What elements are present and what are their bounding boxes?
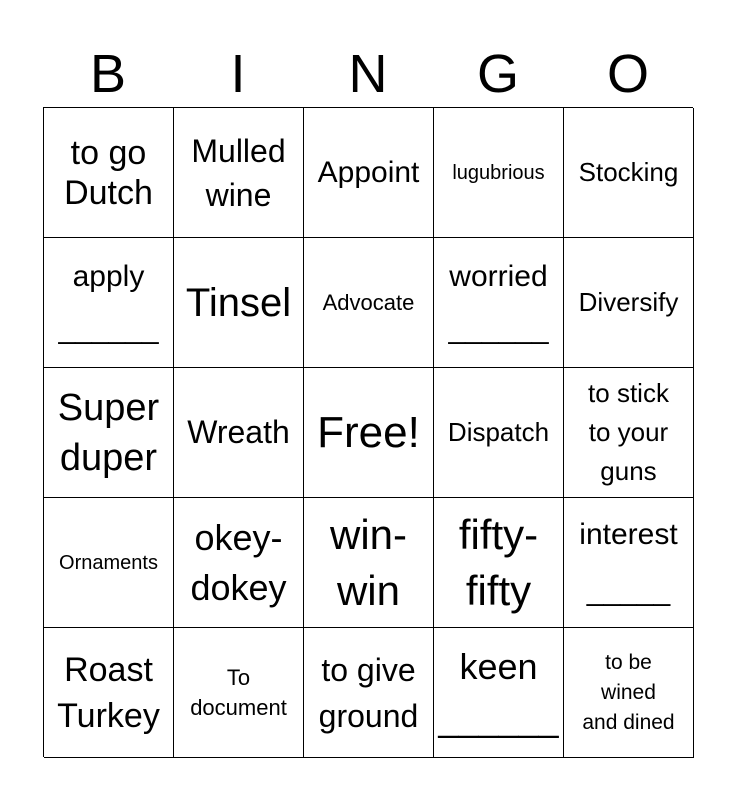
bingo-cell[interactable]	[434, 238, 564, 368]
cell-text: Diversify	[578, 287, 679, 317]
cell-text: to give ground	[318, 651, 419, 734]
cell-text: to stick to your guns	[588, 378, 669, 486]
bingo-board	[43, 107, 693, 757]
bingo-cell[interactable]	[304, 498, 434, 628]
bingo-cell[interactable]	[564, 108, 694, 238]
bingo-cell[interactable]	[434, 498, 564, 628]
free-space: Free!	[317, 407, 420, 457]
bingo-header	[43, 44, 693, 104]
cell-text: Super duper	[57, 386, 160, 479]
bingo-cell[interactable]	[434, 368, 564, 498]
bingo-cell[interactable]	[174, 628, 304, 758]
cell-text: Mulled wine	[191, 132, 286, 213]
bingo-cell[interactable]	[44, 238, 174, 368]
bingo-cell[interactable]	[174, 498, 304, 628]
bingo-cell[interactable]	[44, 498, 174, 628]
cell-text: Ornaments	[59, 551, 158, 574]
bingo-cell[interactable]	[174, 368, 304, 498]
bingo-cell[interactable]	[564, 498, 694, 628]
cell-text: win- win	[329, 510, 407, 614]
cell-text: Wreath	[187, 414, 290, 450]
cell-text: apply ______	[58, 259, 159, 345]
cell-text: lugubrious	[452, 161, 545, 184]
bingo-cell[interactable]	[44, 108, 174, 238]
cell-text: Dispatch	[447, 417, 550, 447]
bingo-cell[interactable]	[174, 238, 304, 368]
bingo-cell[interactable]	[174, 108, 304, 238]
bingo-cell[interactable]	[434, 628, 564, 758]
header-letter-i: I	[230, 44, 246, 104]
header-letter-o: O	[606, 44, 649, 104]
bingo-cell[interactable]	[44, 628, 174, 758]
bingo-cell[interactable]	[304, 368, 434, 498]
cell-text: worried ______	[448, 259, 549, 345]
cell-text: Advocate	[322, 289, 415, 315]
cell-text: Tinsel	[185, 280, 292, 325]
header-letter-g: G	[476, 44, 519, 104]
bingo-cell[interactable]	[564, 238, 694, 368]
header-letter-b: B	[89, 44, 127, 104]
bingo-cell[interactable]	[434, 108, 564, 238]
cell-text: Roast Turkey	[57, 650, 160, 735]
cell-text: to go Dutch	[64, 133, 153, 212]
cell-text: keen ______	[438, 645, 559, 739]
cell-text: Appoint	[317, 156, 420, 189]
cell-text: fifty- fifty	[458, 510, 539, 614]
header-letter-n: N	[348, 44, 388, 104]
bingo-cell[interactable]	[304, 238, 434, 368]
cell-text: to be wined and dined	[582, 650, 675, 734]
bingo-cell[interactable]	[564, 368, 694, 498]
bingo-cell[interactable]	[304, 108, 434, 238]
cell-text: To document	[190, 664, 287, 720]
cell-text: okey- dokey	[190, 516, 287, 608]
bingo-cell[interactable]	[564, 628, 694, 758]
bingo-cell[interactable]	[44, 368, 174, 498]
cell-text: Stocking	[578, 157, 679, 187]
cell-text: interest _____	[579, 517, 678, 607]
bingo-cell[interactable]	[304, 628, 434, 758]
